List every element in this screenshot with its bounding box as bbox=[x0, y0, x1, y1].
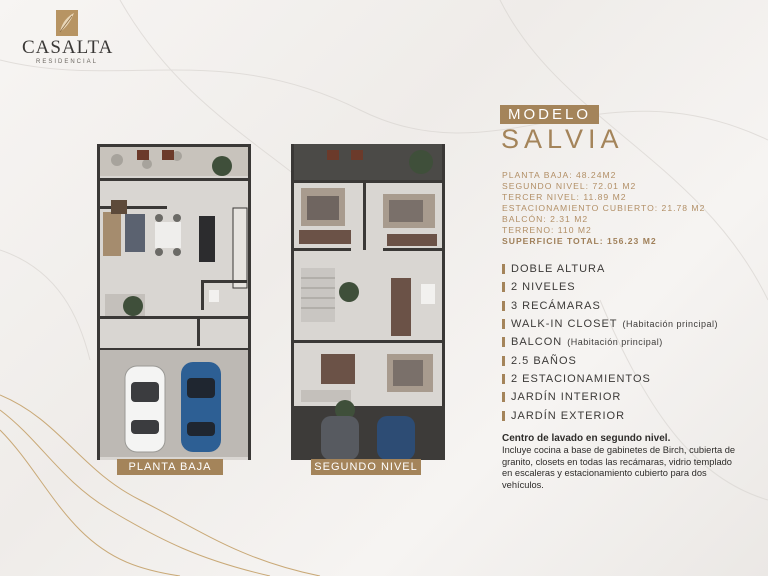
area-specs bbox=[502, 170, 705, 247]
brand-subtitle: RESIDENCIAL bbox=[35, 59, 98, 65]
ground-floor-plan-image bbox=[97, 144, 251, 460]
bullet-bar-icon bbox=[502, 356, 505, 366]
model-tag: MODELO bbox=[500, 105, 599, 124]
model-description bbox=[502, 433, 742, 491]
brand-name: CASALTA bbox=[22, 37, 114, 58]
bullet-bar-icon bbox=[502, 337, 505, 347]
bullet-bar-icon bbox=[502, 282, 505, 292]
bullet-bar-icon bbox=[502, 301, 505, 311]
brand-logo bbox=[22, 10, 112, 65]
bullet-bar-icon bbox=[502, 392, 505, 402]
bullet-bar-icon bbox=[502, 374, 505, 384]
feature-item: 2 ESTACIONAMIENTOS bbox=[502, 370, 718, 388]
feature-list bbox=[502, 260, 718, 425]
second-floor-plan-image bbox=[291, 144, 445, 460]
bullet-bar-icon bbox=[502, 319, 505, 329]
feature-item: WALK-IN CLOSET (Habitación principal) bbox=[502, 315, 718, 333]
model-name: SALVIA bbox=[501, 124, 624, 154]
ground-floor-plan bbox=[97, 144, 251, 473]
description-lead: Centro de lavado en segundo nivel. bbox=[502, 433, 671, 444]
bullet-bar-icon bbox=[502, 264, 505, 274]
spec-ground-floor: PLANTA BAJA: 48.24M2 bbox=[502, 170, 617, 180]
bullet-bar-icon bbox=[502, 411, 505, 421]
feature-item: 3 RECÁMARAS bbox=[502, 297, 718, 315]
spec-covered-parking: ESTACIONAMIENTO CUBIERTO: 21.78 M2 bbox=[502, 203, 706, 213]
feature-item: 2 NIVELES bbox=[502, 278, 718, 296]
second-floor-plan bbox=[291, 144, 445, 473]
feature-item: JARDÍN EXTERIOR bbox=[502, 406, 718, 424]
spec-land: TERRENO: 110 M2 bbox=[502, 225, 592, 235]
spec-second-floor: SEGUNDO NIVEL: 72.01 M2 bbox=[502, 181, 637, 191]
feature-item: 2.5 BAÑOS bbox=[502, 351, 718, 369]
spec-balcony: BALCÓN: 2.31 M2 bbox=[502, 214, 589, 224]
ground-floor-label: PLANTA BAJA bbox=[117, 459, 223, 475]
spec-total-area: SUPERFICIE TOTAL: 156.23 M2 bbox=[502, 236, 657, 246]
second-floor-label: SEGUNDO NIVEL bbox=[311, 459, 421, 475]
feature-item: BALCON (Habitación principal) bbox=[502, 333, 718, 351]
feature-item: JARDÍN INTERIOR bbox=[502, 388, 718, 406]
feature-item: DOBLE ALTURA bbox=[502, 260, 718, 278]
spec-third-floor: TERCER NIVEL: 11.89 M2 bbox=[502, 192, 627, 202]
leaf-logo-icon bbox=[56, 10, 78, 36]
description-body: Incluye cocina a base de gabinetes de Birch, cubierta de granito, closets en todas las recámaras, vidrio templado en escaleras y estacionamiento cubierto para dos vehículos. bbox=[502, 445, 736, 490]
